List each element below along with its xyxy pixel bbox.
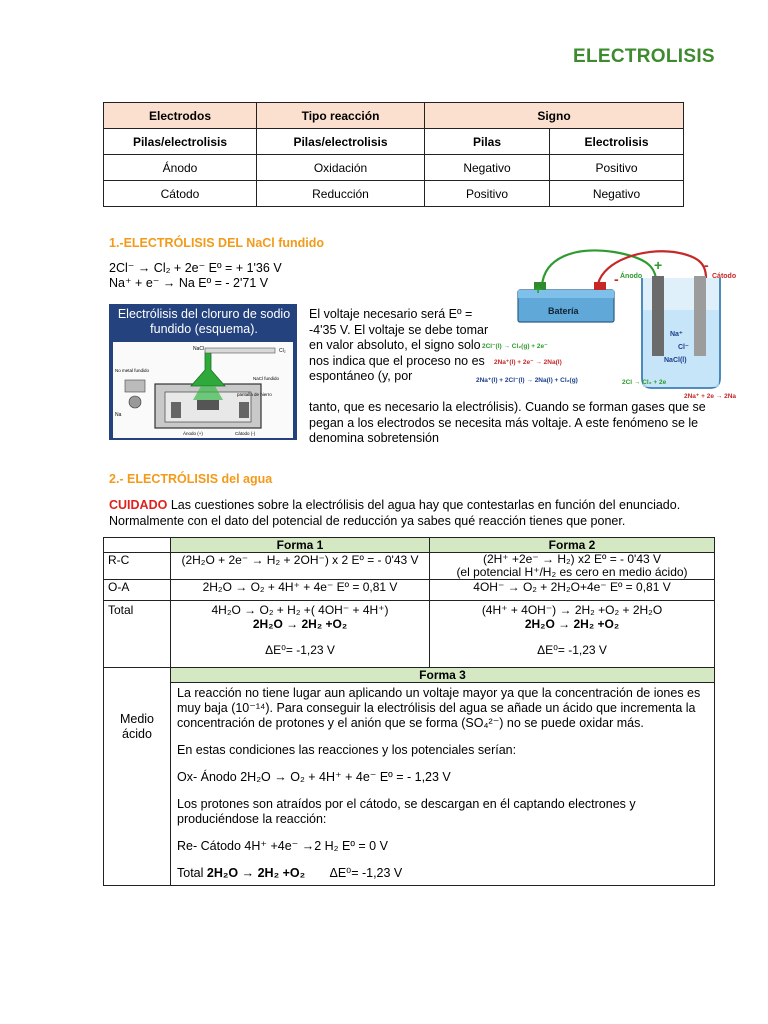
table-cell: Positivo	[425, 181, 550, 207]
forma2-total	[430, 601, 715, 668]
forma1-oa: 2H₂O → O₂ + 4H⁺ + 4e⁻ Eº = 0,81 V	[171, 580, 430, 601]
cl-ion-label: Cl⁻	[678, 344, 689, 351]
header-signo: Signo	[425, 103, 684, 129]
forma1-total-line2: 2H₂O → 2H₂ +O₂	[252, 617, 348, 631]
nacl-label: NaCl(l)	[664, 357, 687, 364]
forma2-total-line1: (4H⁺ + 4OH⁻) → 2H₂ +O₂ + 2H₂O	[481, 603, 663, 617]
voltage-paragraph: El voltaje necesario será Eº = -4'35 V. El voltaje se debe tomar en valor absoluto, el signo solo nos indica que el proceso no es espontáneo (y, por	[309, 307, 489, 384]
forma3-total-equation: 2H₂O → 2H₂ +O₂	[206, 866, 306, 880]
anode-plus-sign: +	[654, 257, 663, 273]
section1-title: 1.-ELECTRÓLISIS DEL NaCl fundido	[109, 236, 325, 250]
reaction-reduction: 2Na⁺(l) + 2e⁻ → 2Na(l)	[494, 359, 562, 366]
battery-minus-sign: -	[614, 271, 619, 287]
forma2-rc-line2: (el potencial H⁺/H₂ es cero en medio ácido)	[456, 565, 688, 579]
caution-text: Las cuestiones sobre la electrólisis del agua hay que contestarlas en función del enunciado. Normalmente con el dato del potencial de reducción ya sabes qué reacción tienes que poner.	[109, 498, 681, 528]
section2-title: 2.- ELECTRÓLISIS del agua	[109, 472, 273, 486]
forma2-delta-e: ΔE⁰= -1,23 V	[537, 643, 607, 657]
forma3-paragraph-2: En estas condiciones las reacciones y los potenciales serían:	[177, 743, 517, 757]
row-label-oa: O-A	[104, 580, 171, 601]
battery-plus-sign: +	[534, 281, 543, 297]
na-ion-label: Na⁺	[670, 331, 683, 338]
forma3-paragraph-1: La reacción no tiene lugar aun aplicando un voltaje mayor ya que la concentración de iones es muy baja (10⁻¹⁴). Para conseguir la electrólisis del agua se añade un ácido que incrementa la concentración de protones y el anión que se forma (SO₄²⁻) no se puede oxidar más.	[177, 686, 701, 730]
electrode-table	[103, 102, 684, 207]
label-na: Na	[115, 412, 122, 418]
page-title: ELECTROLISIS	[573, 46, 715, 67]
forma3-content	[171, 683, 715, 886]
reaction-cathode: 2Na⁺ + 2e → 2Na	[684, 393, 737, 400]
sub-header: Electrolisis	[550, 129, 684, 155]
reaction-overall: 2Na⁺(l) + 2Cl⁻(l) → 2Na(l) + Cl₂(g)	[476, 377, 578, 384]
forma3-total	[177, 866, 708, 881]
header-tipo-reaccion: Tipo reacción	[257, 103, 425, 129]
reaction-oxidation: 2Cl⁻(l) → Cl₂(g) + 2e⁻	[482, 343, 548, 350]
water-electrolysis-table	[103, 537, 715, 886]
forma3-paragraph-3: Los protones son atraídos por el cátodo, se descargan en él captando electrones y produciéndose la reacción:	[177, 797, 636, 826]
forma3-total-label: Total	[177, 866, 207, 880]
nacl-electrolysis-slide	[109, 304, 297, 440]
label-no-metal: No metal fundido	[115, 368, 150, 373]
forma3-total-delta-e: ΔE⁰= -1,23 V	[305, 866, 403, 880]
label-anodo: Ánodo (+)	[183, 431, 203, 436]
forma2-rc	[430, 553, 715, 580]
forma1-rc: (2H₂O + 2e⁻ → H₂ + 2OH⁻) x 2 Eº = - 0'43 V	[171, 553, 430, 580]
header-forma-2: Forma 2	[430, 538, 715, 553]
forma3-anode-reaction: Ox- Ánodo 2H₂O → O₂ + 4H⁺ + 4e⁻ Eº = - 1,23 V	[177, 770, 451, 784]
electrolysis-cell-diagram	[474, 238, 764, 408]
forma2-total-line2: 2H₂O → 2H₂ +O₂	[524, 617, 620, 631]
header-electrodos: Electrodos	[104, 103, 257, 129]
row-label-total: Total	[104, 601, 171, 668]
forma1-total	[171, 601, 430, 668]
caution-label: CUIDADO	[109, 498, 168, 512]
equation-na: Na⁺ + e⁻ → Na Eº = - 2'71 V	[109, 276, 269, 290]
table-cell: Reducción	[257, 181, 425, 207]
sub-header: Pilas/electrolisis	[257, 129, 425, 155]
sub-header: Pilas	[425, 129, 550, 155]
forma3-cathode-reaction: Re- Cátodo 4H⁺ +4e⁻ →2 H₂ Eº = 0 V	[177, 839, 388, 853]
table-cell: Oxidación	[257, 155, 425, 181]
battery-label: Batería	[548, 306, 579, 316]
table-cell: Negativo	[550, 181, 684, 207]
reaction-anode: 2Cl → Cl₂ + 2e	[622, 379, 667, 386]
cathode-label: Cátodo	[712, 273, 737, 280]
sub-header: Pilas/electrolisis	[104, 129, 257, 155]
slide-diagram	[113, 342, 293, 438]
caution-paragraph	[109, 498, 724, 529]
label-nacl-fundido: NaCl fundido	[253, 376, 280, 381]
table-cell: Ánodo	[104, 155, 257, 181]
table-cell: Positivo	[550, 155, 684, 181]
forma1-total-line1: 4H₂O → O₂ + H₂ +( 4OH⁻ + 4H⁺)	[211, 603, 389, 617]
header-forma-3: Forma 3	[171, 668, 715, 683]
forma1-delta-e: ΔE⁰= -1,23 V	[265, 643, 335, 657]
label-pantalla: pantalla de hierro	[237, 392, 272, 397]
cathode-minus-sign: -	[704, 257, 709, 273]
row-label-rc: R-C	[104, 553, 171, 580]
forma2-rc-line1: (2H⁺ +2e⁻ → H₂) x2 Eº = - 0'43 V	[482, 552, 662, 566]
label-catodo: Cátodo (-)	[235, 431, 256, 436]
row-label-medio-acido: Medio ácido	[104, 668, 171, 886]
voltage-paragraph-continued: tanto, que es necesario la electrólisis). Cuando se forman gases que se pegan a los electrodos se necesita más voltaje. A este fenómeno se le denomina sobretensión	[309, 400, 706, 446]
table-cell: Cátodo	[104, 181, 257, 207]
forma2-oa: 4OH⁻ → O₂ + 2H₂O+4e⁻ Eº = 0,81 V	[430, 580, 715, 601]
equation-cl: 2Cl⁻ → Cl₂ + 2e⁻ Eº = + 1'36 V	[109, 261, 282, 275]
slide-title: Electrólisis del cloruro de sodio fundido (esquema).	[117, 307, 291, 336]
label-cl2: Cl₂	[279, 348, 286, 354]
anode-label: Ánodo	[620, 273, 643, 280]
empty-cell	[104, 538, 171, 553]
header-forma-1: Forma 1	[171, 538, 430, 553]
label-nacl: NaCl	[193, 346, 205, 352]
table-cell: Negativo	[425, 155, 550, 181]
